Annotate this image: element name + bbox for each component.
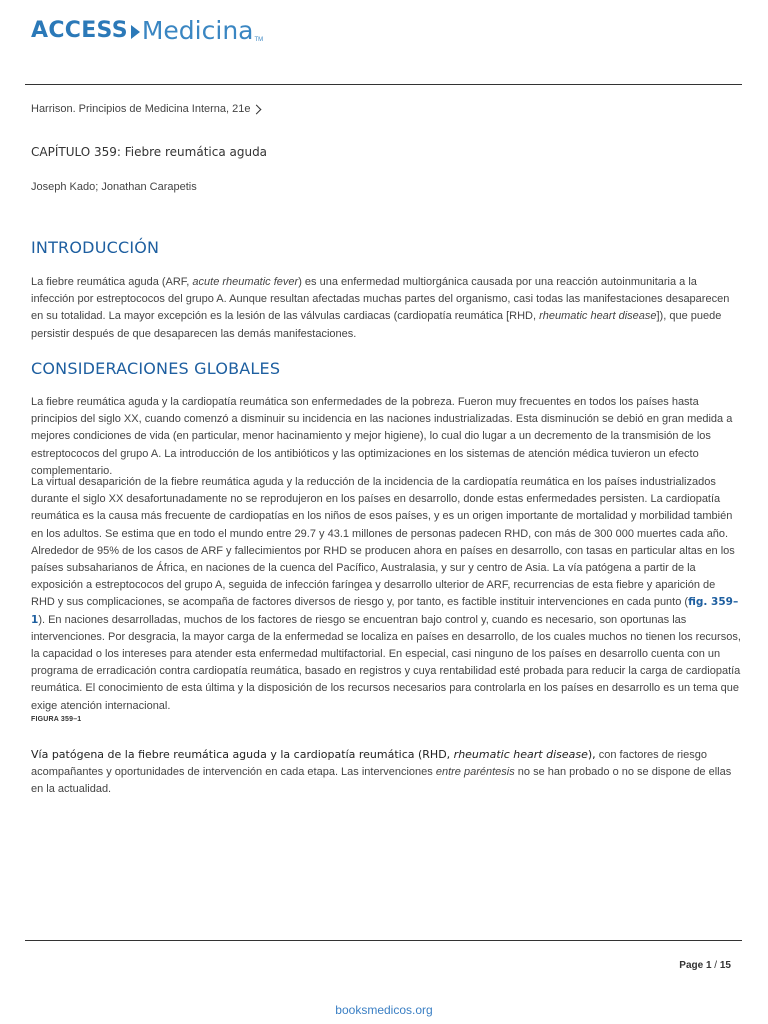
global-paragraph-2 <box>31 474 741 715</box>
global-p2-text-a: La virtual desaparición de la fiebre reumática aguda y la reducción de la incidencia de la cardiopatía reumática en los países industrializados durante el siglo XX desafortunadamente no se reprodujeron en los países en desarrollo, donde estas enfermedades persisten. La cardiopatía reumática es la causa más frecuente de cardiopatías en los niños de esos países, y es un origen importante de mortalidad y morbilidad también en los adultos. Se estima que en todo el mundo entre 29.7 y 43.1 millones de personas padecen RHD, con más de 300 000 muertes cada año. Alrededor de 95% de los casos de ARF y fallecimientos por RHD se producen ahora en países en desarrollo, con tasas en particular altas en los países subsaharianos de África, en naciones de la cuenca del Pacífico, Australasia, y sur y centro de Asia. La vía patógena a partir de la exposición a estreptococos del grupo A, seguida de infección faríngea y desarrollo ulterior de ARF, recurrencias de esta fiebre y aparición de RHD y sus complicaciones, se acompaña de factores diversos de riesgo y, por tanto, es factible instituir intervenciones en cada punto <box>31 476 735 609</box>
logo-access-text: ACCESS <box>31 17 128 43</box>
page-separator: / <box>711 960 720 971</box>
logo-medicina-text: Medicina <box>141 15 254 45</box>
section-heading-global: CONSIDERACIONES GLOBALES <box>31 359 281 378</box>
breadcrumb-book[interactable]: Harrison. Principios de Medicina Interna, 21e <box>31 103 251 115</box>
header-divider <box>25 84 742 85</box>
logo-arrow-icon <box>131 25 140 39</box>
global-paragraph-1: La fiebre reumática aguda y la cardiopatía reumática son enfermedades de la pobreza. Fueron muy frecuentes en todos los países hasta principios del siglo XX, cuando comenzó a disminuir su incidencia en las naciones industrializadas. Esta disminución se debió en gran medida a mejores condiciones de vida (en particular, menor hacinamiento y mejor higiene), lo cual dio lugar a un decremento de la transmisión de los estreptococos del grupo A. La introducción de los antibióticos y las optimizaciones en los sistemas de atención médica tuvieron un efecto complementario. <box>31 396 733 477</box>
intro-paragraph <box>31 274 741 343</box>
figure-caption <box>31 746 741 798</box>
intro-term-arf: acute rheumatic fever <box>192 276 299 288</box>
intro-text-a: La fiebre reumática aguda (ARF, <box>31 276 193 288</box>
figure-label: FIGURA 359–1 <box>31 716 82 723</box>
footer-site-link[interactable]: booksmedicos.org <box>335 1003 433 1017</box>
page-label: Page <box>679 960 704 971</box>
caption-title-b: ), <box>587 748 596 761</box>
page-indicator <box>679 960 731 971</box>
footer-divider <box>25 940 742 941</box>
global-p2-text-b: . En naciones desarrolladas, muchos de los factores de riesgo se encuentran bajo control y, cuando es necesario, son oportunas las intervenciones. Por desgracia, la mayor carga de la enfermedad se localiza en países en desarrollo, de los cuales muchos no tienen los recursos, la capacidad o los intereses para atender esta enfermedad multifactorial. En especial, casi ninguno de los países en desarrollo cuenta con un programa de erradicación contra cardiopatía reumática, basado en registros y cuya rentabilidad esté probada para reducir la carga de cardiopatía reumática. El conocimiento de esta última y la disposición de los recursos necesarios para controlarla en los países en desarrollo es un tema que exige atención internacional. <box>31 613 741 712</box>
chevron-right-icon <box>251 104 261 114</box>
figure-ref-open: ( <box>684 596 689 609</box>
intro-term-rhd: rheumatic heart disease <box>539 310 657 323</box>
logo-trademark: TM <box>254 37 264 43</box>
chapter-authors: Joseph Kado; Jonathan Carapetis <box>31 181 197 193</box>
chapter-title: CAPÍTULO 359: Fiebre reumática aguda <box>31 145 268 159</box>
figure-ref-link[interactable]: fig. 359–1 <box>31 596 739 626</box>
intro-text-c: ]), que puede persistir después de que desaparecen las demás manifestaciones. <box>31 310 722 340</box>
caption-text-em: entre paréntesis <box>435 766 515 778</box>
caption-text-a: con factores de riesgo acompañantes y oportunidades de intervención en cada etapa. Las intervenciones <box>31 749 707 778</box>
caption-title-em: rheumatic heart disease <box>453 748 588 761</box>
breadcrumb[interactable] <box>31 103 260 115</box>
caption-text-b: no se han probado o no se dispone de ellas en la actualidad. <box>31 766 732 795</box>
page-current: 1 <box>705 960 712 971</box>
intro-text-b: ) es una enfermedad multiorgánica causada por una reacción autoinmunitaria a la infección por estreptococos del grupo A. Aunque resultan afectadas muchas partes del organismo, casi todas las manifestaciones desaparecen en su totalidad. La mayor excepción es la lesión de las válvulas cardiacas (cardiopatía reumática [RHD, <box>31 276 730 323</box>
page-total: 15 <box>719 960 731 971</box>
figure-ref-close: ) <box>38 613 42 626</box>
accessmedicina-logo[interactable] <box>31 12 263 48</box>
section-heading-intro: INTRODUCCIÓN <box>31 238 160 257</box>
caption-title-a: Vía patógena de la fiebre reumática aguda y la cardiopatía reumática (RHD, <box>31 748 454 761</box>
